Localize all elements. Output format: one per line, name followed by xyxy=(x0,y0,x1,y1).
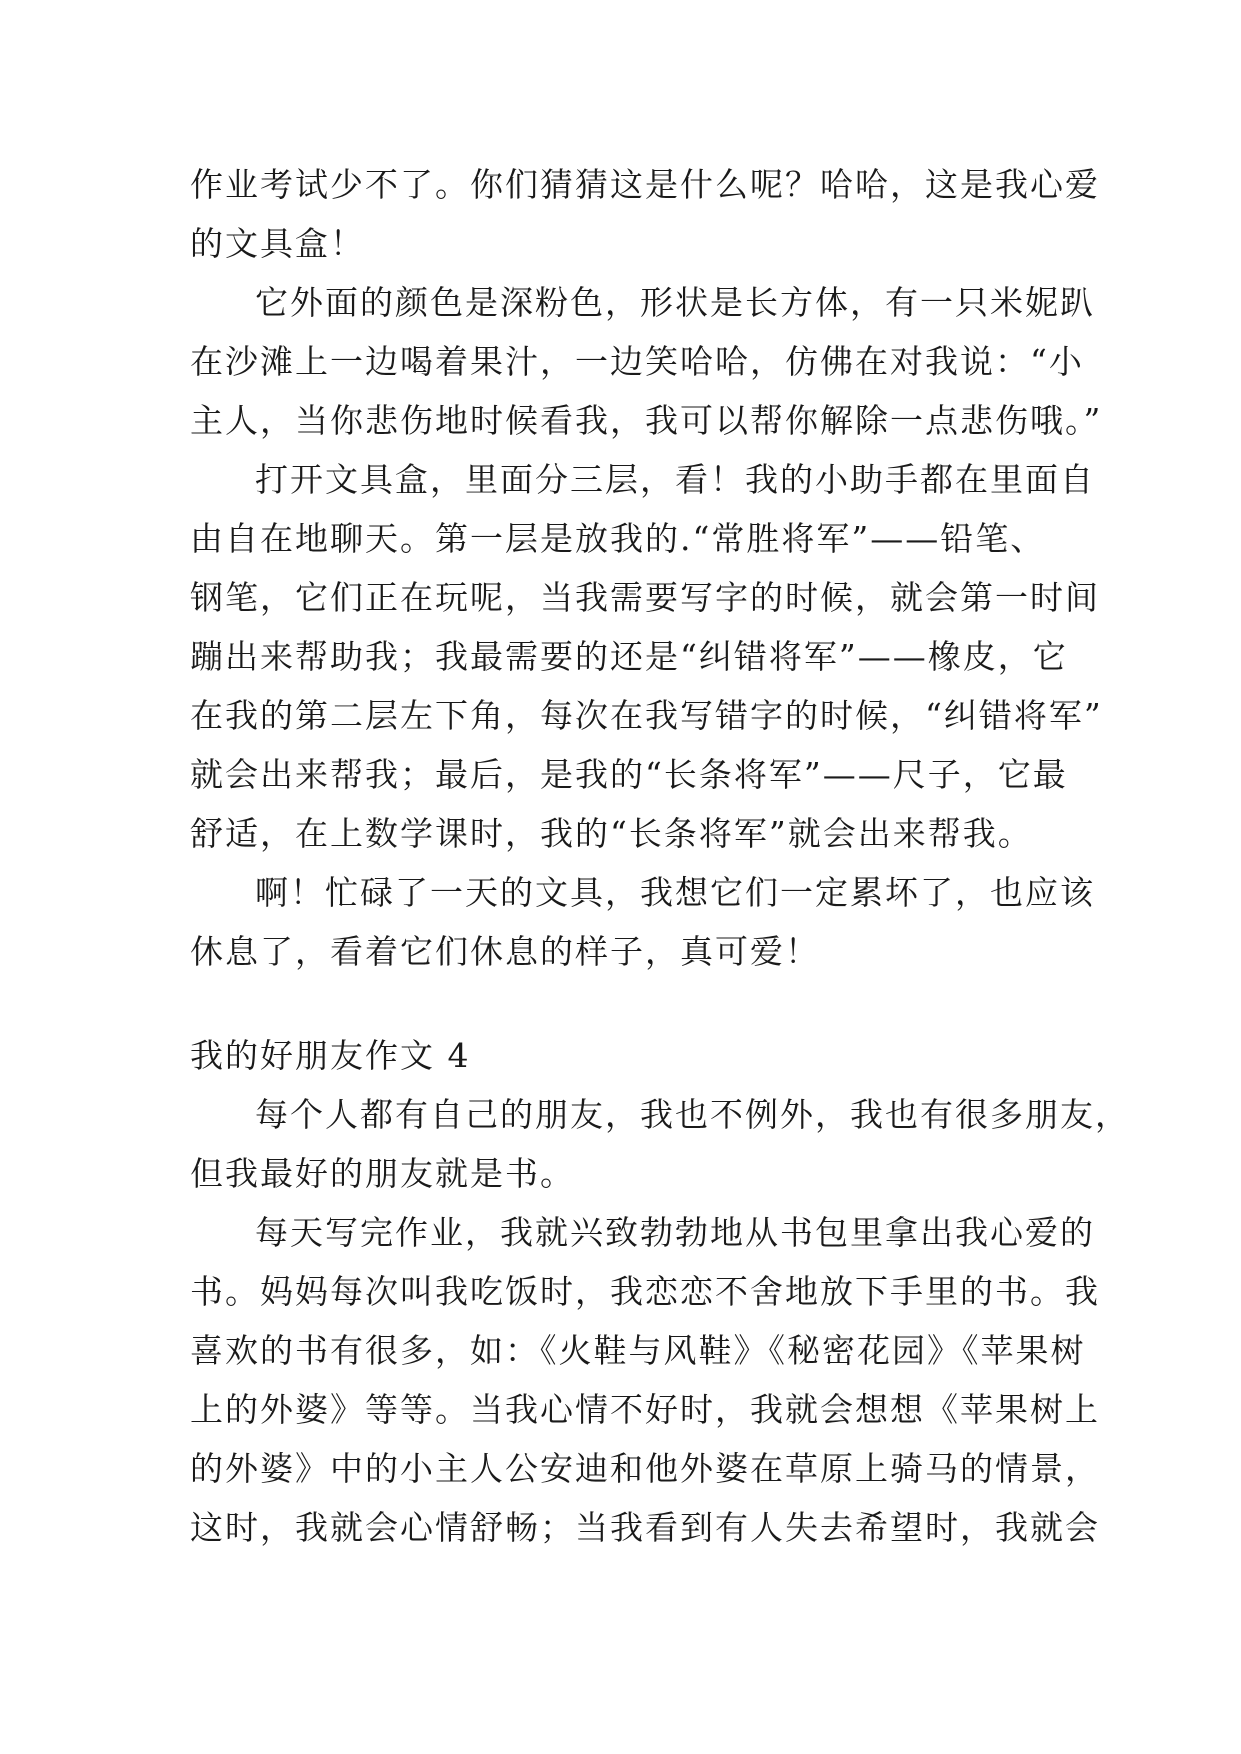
paragraph-line: 上的外婆》等等。当我心情不好时，我就会想想《苹果树上 xyxy=(190,1390,1100,1429)
paragraph-line: 的文具盒！ xyxy=(190,224,365,263)
paragraph-line: 由自在地聊天。第一层是放我的.“常胜将军”——铅笔、 xyxy=(190,519,1046,558)
paragraph-line: 的外婆》中的小主人公安迪和他外婆在草原上骑马的情景， xyxy=(190,1449,1100,1488)
paragraph-line: 舒适，在上数学课时，我的“长条将军”就会出来帮我。 xyxy=(190,814,1033,853)
paragraph-line: 这时，我就会心情舒畅；当我看到有人失去希望时，我就会 xyxy=(190,1508,1100,1547)
paragraph-line: 就会出来帮我；最后，是我的“长条将军”——尺子，它最 xyxy=(190,755,1068,794)
paragraph-line: 主人，当你悲伤地时候看我，我可以帮你解除一点悲伤哦。” xyxy=(190,401,1103,440)
paragraph-line: 作业考试少不了。你们猜猜这是什么呢？哈哈，这是我心爱 xyxy=(190,165,1100,204)
paragraph-line: 在沙滩上一边喝着果汁，一边笑哈哈，仿佛在对我说：“小 xyxy=(190,342,1084,381)
document-body xyxy=(190,0,1130,1754)
paragraph-line: 在我的第二层左下角，每次在我写错字的时候，“纠错将军” xyxy=(190,696,1103,735)
paragraph-line: 喜欢的书有很多，如：《火鞋与风鞋》《秘密花园》《苹果树 xyxy=(190,1331,1086,1370)
paragraph-line: 啊！忙碌了一天的文具，我想它们一定累坏了，也应该 xyxy=(255,873,1095,912)
paragraph-line: 但我最好的朋友就是书。 xyxy=(190,1154,575,1193)
paragraph-line: 它外面的颜色是深粉色，形状是长方体，有一只米妮趴 xyxy=(255,283,1095,322)
paragraph-line: 书。妈妈每次叫我吃饭时，我恋恋不舍地放下手里的书。我 xyxy=(190,1272,1100,1311)
section-title: 我的好朋友作文 4 xyxy=(190,1036,471,1075)
paragraph-line: 每天写完作业，我就兴致勃勃地从书包里拿出我心爱的 xyxy=(255,1213,1095,1252)
paragraph-line: 钢笔，它们正在玩呢，当我需要写字的时候，就会第一时间 xyxy=(190,578,1100,617)
paragraph-line: 打开文具盒，里面分三层，看！我的小助手都在里面自 xyxy=(255,460,1095,499)
paragraph-line: 蹦出来帮助我；我最需要的还是“纠错将军”——橡皮，它 xyxy=(190,637,1068,676)
paragraph-line: 每个人都有自己的朋友，我也不例外，我也有很多朋友， xyxy=(255,1095,1130,1134)
paragraph-line: 休息了，看着它们休息的样子，真可爱！ xyxy=(190,932,820,971)
